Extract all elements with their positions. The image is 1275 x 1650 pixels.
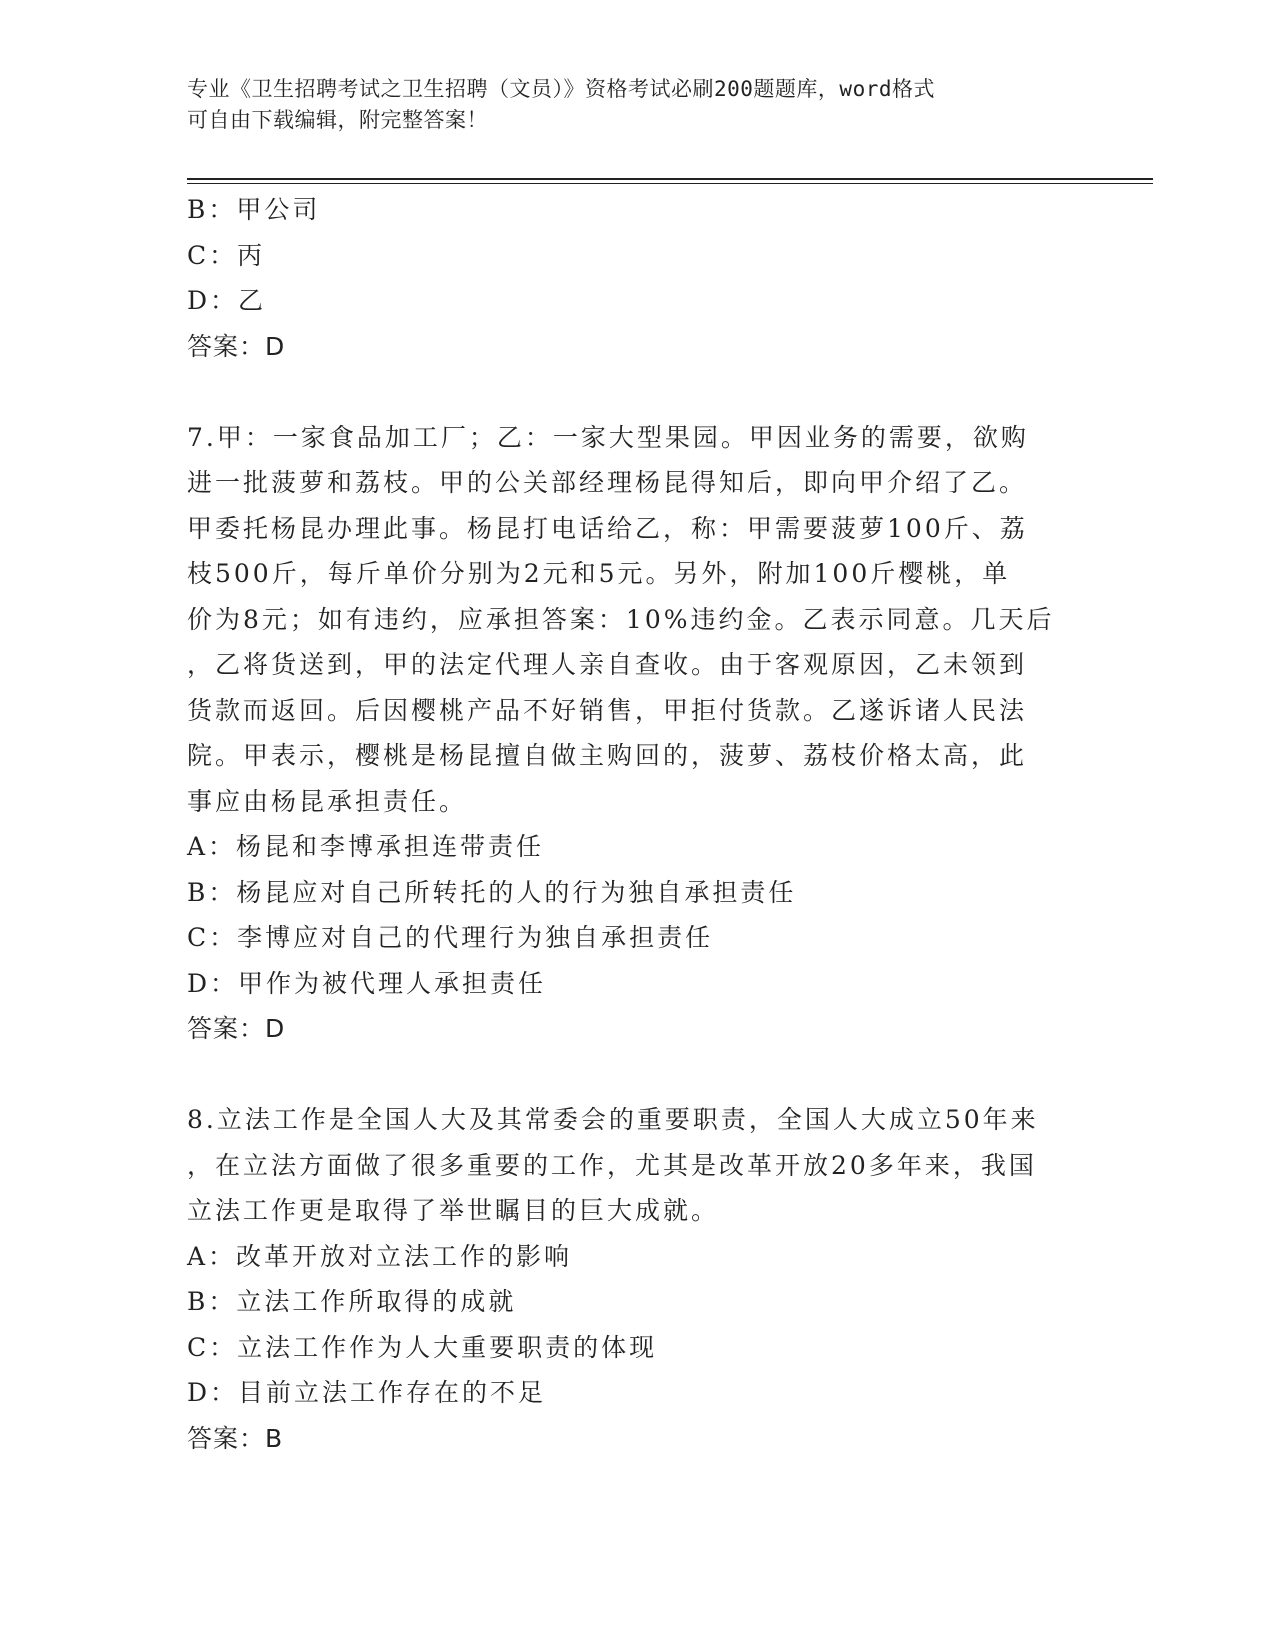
question-7-line: ，乙将货送到，甲的法定代理人亲自查收。由于客观原因，乙未领到 (187, 650, 1028, 679)
question-7-line: 事应由杨昆承担责任。 (187, 786, 468, 816)
header-title-line-1: 专业《卫生招聘考试之卫生招聘（文员）》资格考试必刷200题题库，word格式 (187, 77, 935, 101)
question-7-option-c: C：李博应对自己的代理行为独自承担责任 (187, 923, 714, 952)
header-title-line-2: 可自由下载编辑，附完整答案！ (187, 108, 488, 132)
question-8-option-b: B：立法工作所取得的成就 (187, 1287, 517, 1316)
document-header (187, 74, 1067, 136)
question-7-option-a: A：杨昆和李博承担连带责任 (187, 832, 545, 861)
question-7-option-b: B：杨昆应对自己所转托的人的行为独自承担责任 (187, 877, 797, 907)
question-8-option-d: D：目前立法工作存在的不足 (187, 1378, 547, 1407)
spacer (187, 1052, 1087, 1098)
header-divider (187, 178, 1153, 180)
question-8-option-c: C：立法工作作为人大重要职责的体现 (187, 1332, 658, 1362)
question-8-option-a: A：改革开放对立法工作的影响 (187, 1241, 573, 1271)
question-7-line: 7.甲：一家食品加工厂；乙：一家大型果园。甲因业务的需要，欲购 (187, 422, 1029, 452)
question-7-line: 货款而返回。后因樱桃产品不好销售，甲拒付货款。乙遂诉诸人民法 (187, 695, 1028, 725)
question-7-answer: 答案：D (187, 1014, 286, 1043)
question-8-line: ，在立法方面做了很多重要的工作，尤其是改革开放20多年来，我国 (187, 1150, 1037, 1180)
question-7-line: 院。甲表示，樱桃是杨昆擅自做主购回的，菠萝、荔枝价格太高，此 (187, 741, 1028, 770)
question-8-answer: 答案：B (187, 1423, 284, 1453)
option-c: C：丙 (187, 240, 266, 270)
question-8-line: 立法工作更是取得了举世瞩目的巨大成就。 (187, 1196, 720, 1225)
spacer (187, 369, 1087, 415)
question-7-line: 价为8元；如有违约，应承担答案：10%违约金。乙表示同意。几天后 (187, 604, 1055, 634)
question-7-line: 甲委托杨昆办理此事。杨昆打电话给乙，称：甲需要菠萝100斤、荔 (187, 513, 1028, 543)
question-8-line: 8.立法工作是全国人大及其常委会的重要职责，全国人大成立50年来 (187, 1105, 1039, 1134)
answer-line: 答案：D (187, 331, 286, 361)
document-body (187, 187, 1087, 1461)
question-7-option-d: D：甲作为被代理人承担责任 (187, 968, 547, 998)
question-7-line: 进一批菠萝和荔枝。甲的公关部经理杨昆得知后，即向甲介绍了乙。 (187, 468, 1028, 497)
question-7-line: 枝500斤，每斤单价分别为2元和5元。另外，附加100斤樱桃，单 (187, 559, 1011, 588)
header-divider-thin (187, 183, 1153, 184)
option-d: D：乙 (187, 286, 267, 315)
option-b: B：甲公司 (187, 195, 321, 224)
